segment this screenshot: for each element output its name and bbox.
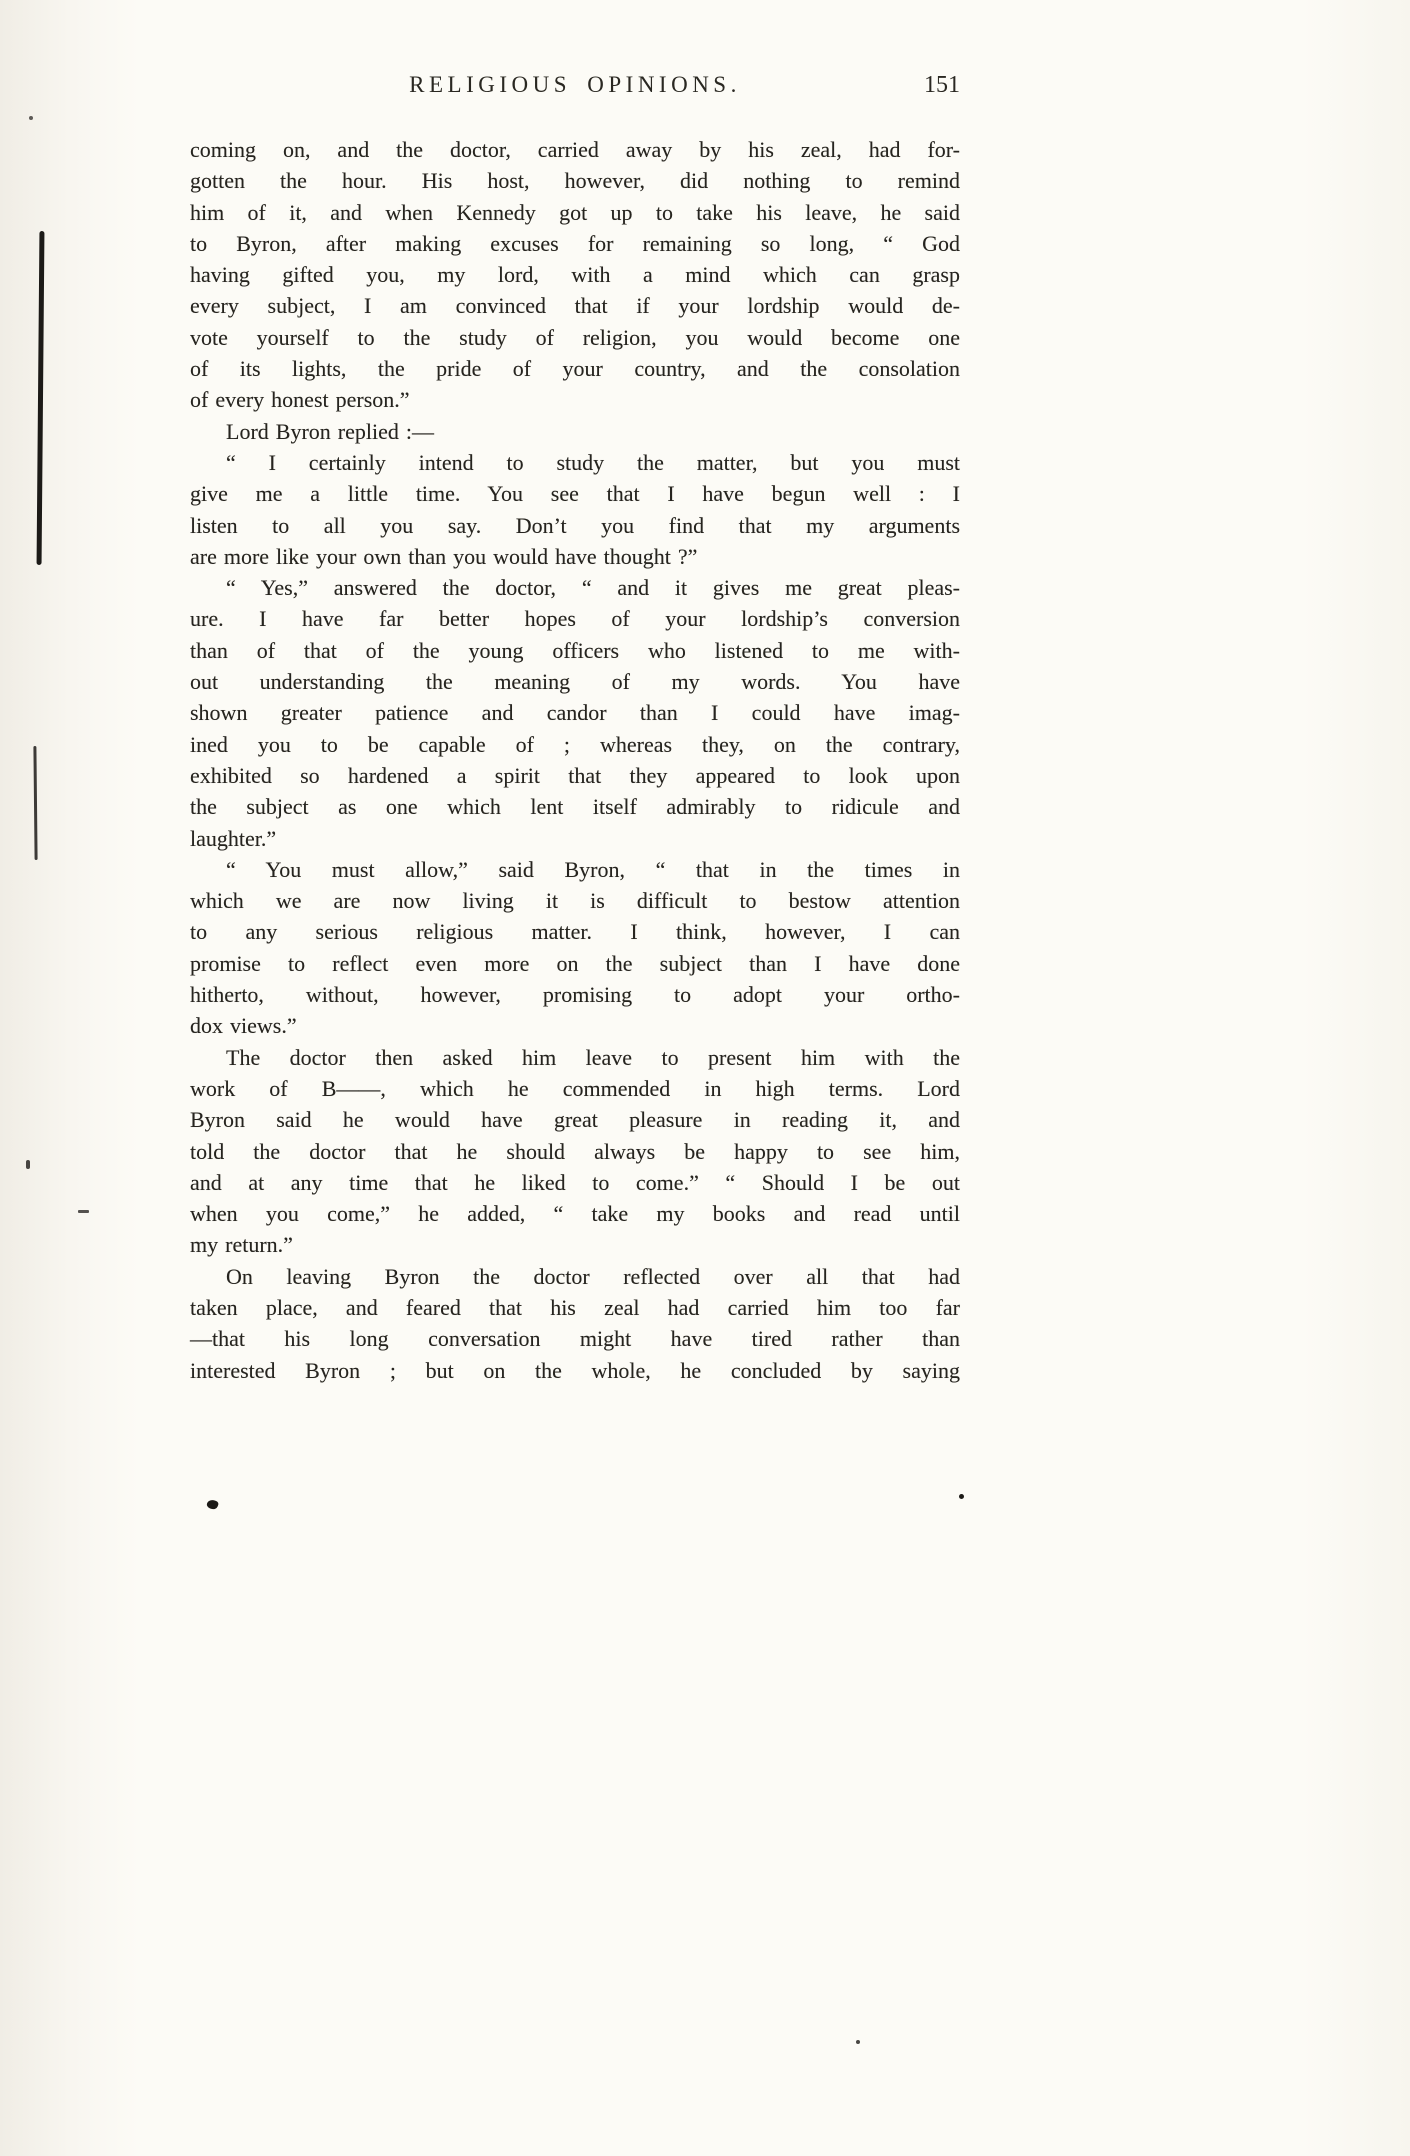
text-line: laughter.” [190, 825, 277, 851]
paragraph [190, 1261, 960, 1386]
scan-artifact-dash [78, 1210, 89, 1213]
paragraph [190, 854, 960, 1042]
text-line: him of it, and when Kennedy got up to take his leave, he said [190, 199, 960, 225]
scan-artifact-ink-line-short [33, 746, 37, 860]
text-line: to Byron, after making excuses for remaining so long, “ God [190, 230, 960, 256]
text-line: of every honest person.” [190, 387, 410, 413]
scan-artifact-dot-small [856, 2040, 860, 2044]
text-line: told the doctor that he should always be happy to see him, [190, 1138, 960, 1164]
text-line: which we are now living it is difficult to bestow attention [190, 888, 960, 914]
page-header [190, 72, 960, 106]
text-line: ure. I have far better hopes of your lordship’s conversion [190, 606, 960, 632]
text-line: interested Byron ; but on the whole, he concluded by saying [190, 1357, 960, 1383]
scan-artifact-blob [206, 1498, 219, 1510]
text-line: promise to reflect even more on the subject than I have done [190, 950, 960, 976]
text-line: work of B——, which he commended in high terms. Lord [190, 1075, 960, 1101]
text-line: the subject as one which lent itself admirably to ridicule and [190, 794, 960, 820]
text-line: “ Yes,” answered the doctor, “ and it gives me great pleas- [226, 575, 960, 601]
text-line: listen to all you say. Don’t you find that my arguments [190, 512, 960, 538]
text-line: Lord Byron replied :— [226, 418, 434, 444]
text-line: vote yourself to the study of religion, you would become one [190, 324, 960, 350]
text-line: than of that of the young officers who listened to me with- [190, 637, 960, 663]
text-line: dox views.” [190, 1013, 297, 1039]
text-line: The doctor then asked him leave to present him with the [226, 1044, 960, 1070]
text-line: “ I certainly intend to study the matter, but you must [226, 449, 960, 475]
paragraph [190, 416, 960, 447]
paragraph [190, 572, 960, 854]
scan-artifact-speck [29, 116, 33, 120]
text-line: ined you to be capable of ; whereas they, on the contrary, [190, 731, 960, 757]
page-number: 151 [924, 72, 960, 98]
text-line: hitherto, without, however, promising to adopt your ortho- [190, 982, 960, 1008]
text-line: are more like your own than you would have thought ?” [190, 543, 698, 569]
running-title: RELIGIOUS OPINIONS. [409, 72, 741, 97]
text-line: my return.” [190, 1232, 293, 1258]
text-line: having gifted you, my lord, with a mind which can grasp [190, 262, 960, 288]
text-block [190, 134, 960, 1386]
text-line: On leaving Byron the doctor reflected over all that had [226, 1263, 960, 1289]
text-line: when you come,” he added, “ take my books and read until [190, 1201, 960, 1227]
text-line: of its lights, the pride of your country, and the consolation [190, 356, 960, 382]
text-line: shown greater patience and candor than I could have imag- [190, 700, 960, 726]
text-line: and at any time that he liked to come.” “ Should I be out [190, 1169, 960, 1195]
text-line: “ You must allow,” said Byron, “ that in the times in [226, 856, 960, 882]
paragraph [190, 134, 960, 416]
scan-artifact-ink-line [37, 231, 45, 565]
text-line: give me a little time. You see that I have begun well : I [190, 481, 960, 507]
paragraph [190, 1042, 960, 1261]
scan-artifact-dot [959, 1494, 964, 1499]
text-line: to any serious religious matter. I think, however, I can [190, 919, 960, 945]
text-line: out understanding the meaning of my words. You have [190, 669, 960, 695]
text-line: Byron said he would have great pleasure in reading it, and [190, 1107, 960, 1133]
text-line: exhibited so hardened a spirit that they appeared to look upon [190, 762, 960, 788]
paragraph [190, 447, 960, 572]
text-line: coming on, and the doctor, carried away by his zeal, had for- [190, 137, 960, 162]
text-line: —that his long conversation might have tired rather than [190, 1326, 960, 1352]
text-line: gotten the hour. His host, however, did nothing to remind [190, 168, 960, 194]
text-line: taken place, and feared that his zeal had carried him too far [190, 1294, 960, 1320]
scan-artifact-tick [26, 1160, 30, 1169]
text-line: every subject, I am convinced that if your lordship would de- [190, 293, 960, 319]
